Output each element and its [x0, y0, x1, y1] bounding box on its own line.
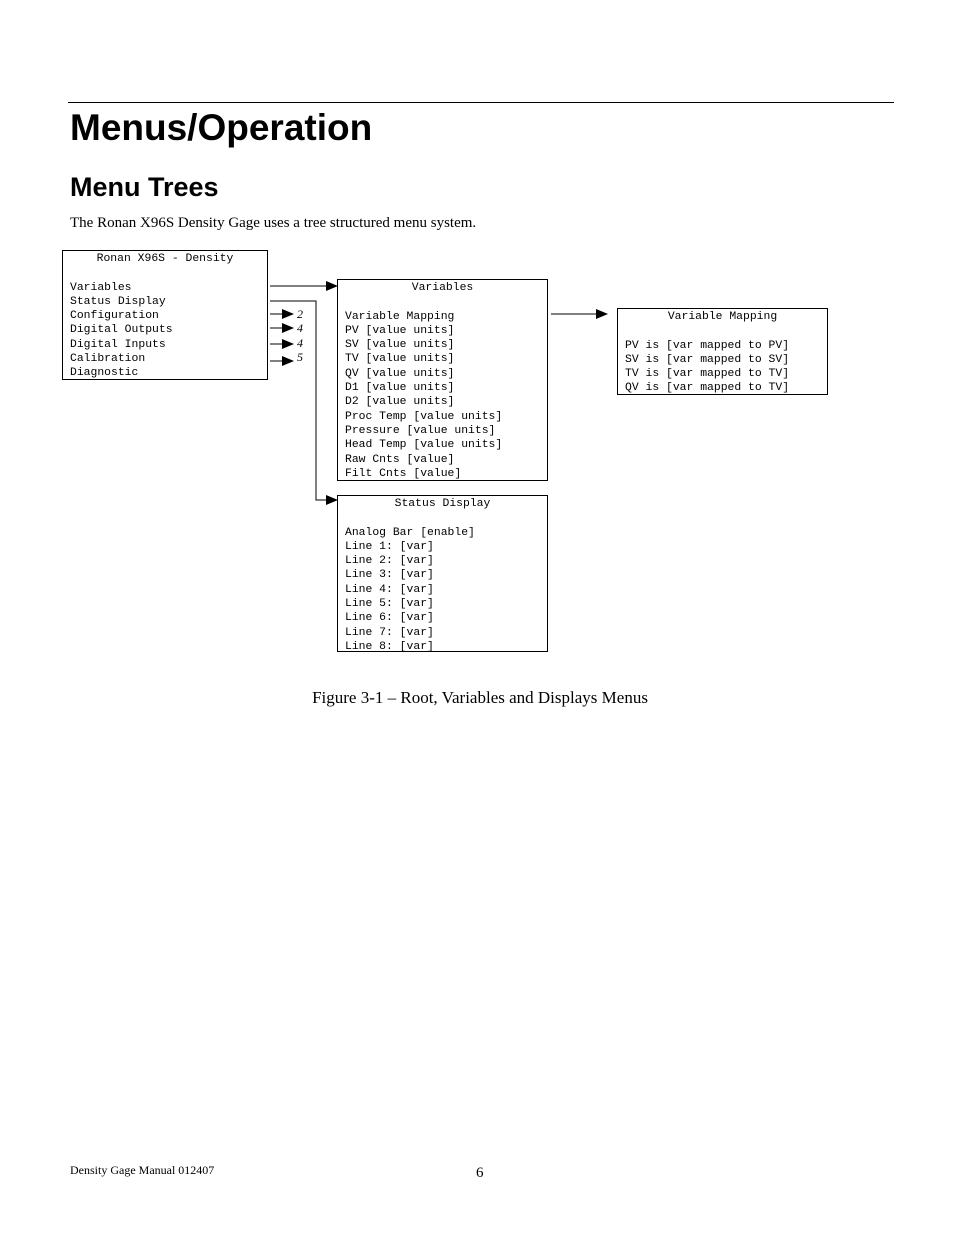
menu-item: Variables — [70, 281, 132, 294]
menu-item: Variable Mapping — [345, 310, 455, 323]
menu-item: Proc Temp [value units] — [345, 410, 503, 423]
menu-item: Digital Inputs — [70, 338, 166, 351]
menu-item: Diagnostic — [70, 367, 139, 380]
page-ref-calibration: 5 — [297, 350, 303, 364]
menu-item: PV is [var mapped to PV] — [625, 339, 790, 352]
root-menu-title: Ronan X96S - Density — [96, 253, 234, 265]
page-title: Menus/Operation — [70, 107, 373, 148]
status-display-menu-box — [337, 495, 548, 652]
variables-menu-title: Variables — [411, 282, 474, 294]
figure-caption: Figure 3-1 – Root, Variables and Displays Menus — [312, 688, 648, 707]
menu-item: Line 8: [var] — [345, 640, 434, 653]
intro-paragraph: The Ronan X96S Density Gage uses a tree structured menu system. — [70, 215, 477, 231]
page-ref-digital-outputs: 4 — [297, 321, 303, 335]
menu-item: Line 1: [var] — [345, 540, 434, 553]
menu-item: Line 6: [var] — [345, 612, 434, 625]
footer-page-number: 6 — [476, 1165, 484, 1181]
variable-mapping-menu-title: Variable Mapping — [667, 311, 778, 323]
section-heading: Menu Trees — [70, 172, 219, 202]
footer-document-name: Density Gage Manual 012407 — [70, 1163, 215, 1177]
page-ref-configuration: 2 — [297, 307, 303, 321]
status-display-menu-title: Status Display — [394, 498, 491, 510]
menu-item: D2 [value units] — [345, 396, 455, 409]
menu-item: D1 [value units] — [345, 382, 455, 395]
menu-item: PV [value units] — [345, 324, 455, 337]
menu-item: SV is [var mapped to SV] — [625, 353, 790, 366]
menu-item: Line 3: [var] — [345, 569, 434, 582]
page-ref-digital-inputs: 4 — [297, 336, 303, 350]
menu-item: Raw Cnts [value] — [345, 453, 455, 466]
menu-item: Line 4: [var] — [345, 583, 434, 596]
menu-item: Line 2: [var] — [345, 555, 434, 568]
menu-item: Head Temp [value units] — [345, 439, 503, 452]
arrow-status-display — [270, 301, 337, 500]
menu-item: TV is [var mapped to TV] — [625, 368, 790, 381]
menu-item: SV [value units] — [345, 339, 455, 352]
root-menu-box — [62, 250, 268, 380]
menu-item: QV is [var mapped to TV] — [625, 382, 790, 395]
menu-item: TV [value units] — [345, 353, 455, 366]
menu-item: Line 7: [var] — [345, 626, 434, 639]
menu-item: Configuration — [70, 310, 159, 323]
menu-item: Analog Bar [enable] — [345, 526, 475, 539]
menu-item: Pressure [value units] — [345, 424, 496, 437]
menu-item: QV [value units] — [345, 367, 455, 380]
menu-item: Line 5: [var] — [345, 598, 434, 611]
variable-mapping-menu-box — [617, 308, 828, 395]
menu-item: Status Display — [70, 295, 166, 308]
menu-item: Filt Cnts [value] — [345, 467, 462, 480]
menu-item: Digital Outputs — [70, 324, 173, 337]
menu-item: Calibration — [70, 353, 146, 366]
variables-menu-box — [337, 279, 548, 481]
